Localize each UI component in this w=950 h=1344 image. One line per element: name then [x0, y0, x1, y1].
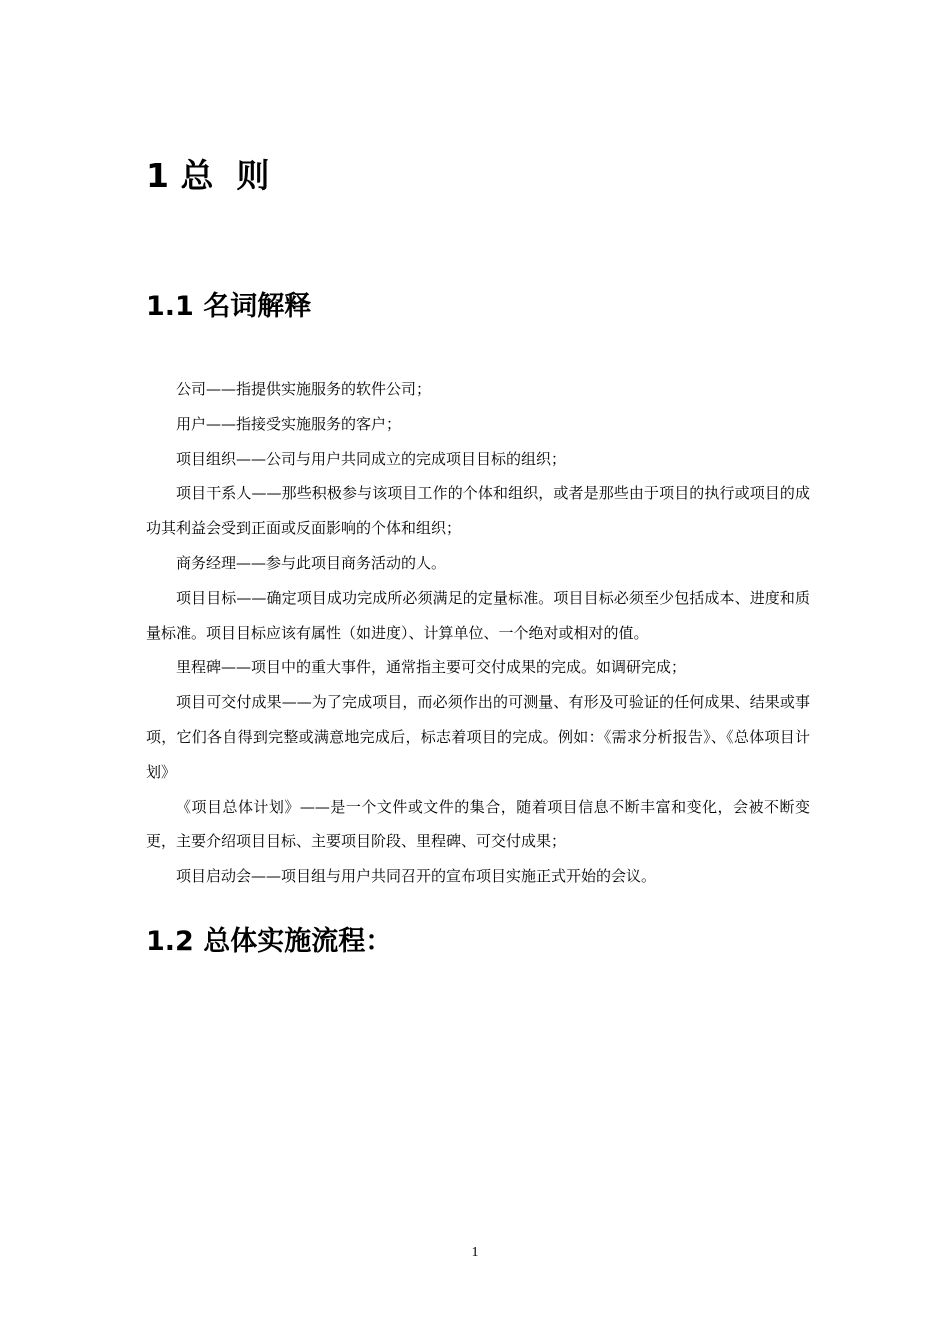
glossary-paragraph: 《项目总体计划》——是一个文件或文件的集合，随着项目信息不断丰富和变化，会被不断变更，主要介绍项目目标、主要项目阶段、里程碑、可交付成果； [146, 797, 810, 851]
glossary-paragraph: 项目可交付成果——为了完成项目，而必须作出的可测量、有形及可验证的任何成果、结果或事项，它们各自得到完整或满意地完成后，标志着项目的完成。例如：《需求分析报告》、《总体项目计划》 [146, 693, 810, 781]
chapter-title: 1 总 则 [146, 156, 270, 195]
glossary-paragraph: 项目干系人——那些积极参与该项目工作的个体和组织，或者是那些由于项目的执行或项目的成功其利益会受到正面或反面影响的个体和组织； [146, 484, 810, 538]
glossary-paragraph: 项目目标——确定项目成功完成所必须满足的定量标准。项目目标必须至少包括成本、进度和质量标准。项目目标应该有属性（如进度）、计算单位、一个绝对或相对的值。 [146, 588, 810, 642]
section-heading-glossary: 1.1 名词解释 [146, 291, 312, 322]
glossary-paragraph: 公司——指提供实施服务的软件公司； [176, 380, 432, 398]
glossary-paragraph: 用户——指接受实施服务的客户； [176, 414, 402, 433]
glossary-paragraph: 里程碑——项目中的重大事件，通常指主要可交付成果的完成。如调研完成； [176, 658, 687, 677]
glossary-paragraph: 项目启动会——项目组与用户共同召开的宣布项目实施正式开始的会议。 [176, 867, 657, 886]
glossary-body [146, 372, 810, 894]
section-heading-implementation-flow: 1.2 总体实施流程： [146, 926, 393, 957]
glossary-paragraph: 商务经理——参与此项目商务活动的人。 [176, 553, 447, 572]
glossary-paragraph: 项目组织——公司与用户共同成立的完成项目目标的组织； [176, 449, 567, 468]
page-number: 1 [471, 1245, 479, 1260]
